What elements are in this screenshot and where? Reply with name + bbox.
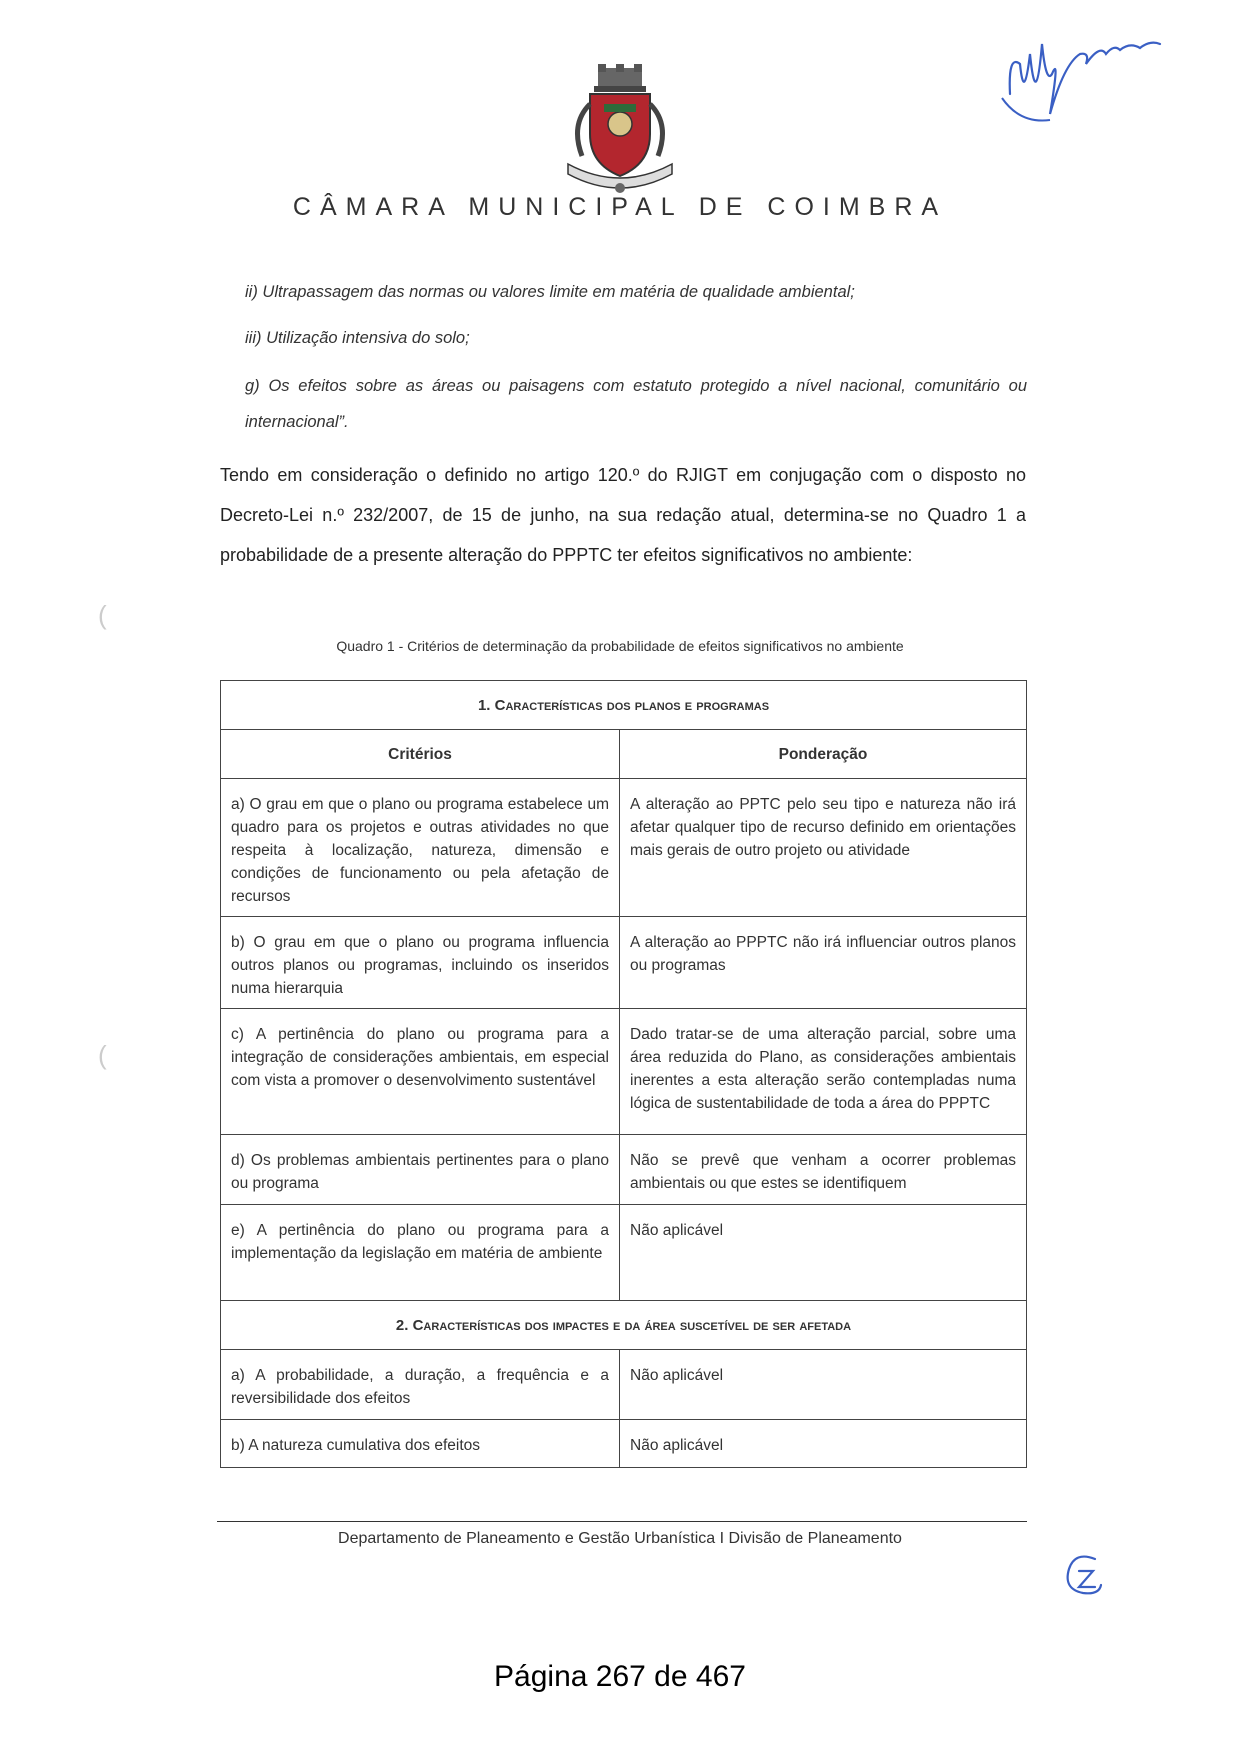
coat-of-arms-icon (560, 64, 680, 200)
footer-department: Departamento de Planeamento e Gestão Urbanística I Divisão de Planeamento (338, 1530, 902, 1547)
criterion-cell: e) A pertinência do plano ou programa para a implementação da legislação em matéria de ambiente (221, 1205, 620, 1301)
weighting-cell: Não aplicável (620, 1350, 1027, 1420)
weighting-cell: A alteração ao PPPTC não irá influenciar outros planos ou programas (620, 917, 1027, 1009)
criterion-cell: d) Os problemas ambientais pertinentes para o plano ou programa (221, 1135, 620, 1205)
table-row (221, 1135, 1027, 1205)
quoted-item-g: g) Os efeitos sobre as áreas ou paisagens com estatuto protegido a nível nacional, comunitário ou internacional”. (245, 377, 1027, 431)
column-header-criteria: Critérios (221, 730, 620, 779)
body-paragraph: Tendo em consideração o definido no artigo 120.º do RJIGT em conjugação com o disposto no Decreto-Lei n.º 232/2007, de 15 de junho, na sua redação atual, determina-se no Quadro 1 a probabilidade de a presente alteração do PPPTC ter efeitos significativos no ambiente: (220, 465, 1026, 565)
margin-bracket-mark: ( (98, 1040, 107, 1070)
column-header-weighting: Ponderação (620, 730, 1027, 779)
criterion-cell: b) O grau em que o plano ou programa influencia outros planos ou programas, incluindo os inseridos numa hierarquia (221, 917, 620, 1009)
margin-bracket-mark: ( (98, 600, 107, 630)
weighting-cell: Dado tratar-se de uma alteração parcial, sobre uma área reduzida do Plano, as considerações ambientais inerentes a esta alteração serão contempladas numa lógica de sustentabilidade de toda a área do PPPTC (620, 1009, 1027, 1135)
table-row (221, 1205, 1027, 1301)
weighting-cell: Não se prevê que venham a ocorrer problemas ambientais ou que estes se identifiquem (620, 1135, 1027, 1205)
section-1-title: 1. Características dos planos e programas (221, 681, 1027, 730)
quoted-item-ii: ii) Ultrapassagem das normas ou valores limite em matéria de qualidade ambiental; (245, 283, 855, 301)
table-row (221, 917, 1027, 1009)
section-2-title: 2. Características dos impactes e da área suscetível de ser afetada (221, 1301, 1027, 1350)
page-number: Página 267 de 467 (494, 1660, 746, 1693)
criterion-cell: b) A natureza cumulativa dos efeitos (221, 1420, 620, 1468)
table-section-header (221, 1301, 1027, 1350)
table-row (221, 1009, 1027, 1135)
table-caption: Quadro 1 - Critérios de determinação da probabilidade de efeitos significativos no ambiente (336, 638, 904, 654)
criteria-table (220, 680, 1027, 1468)
criterion-cell: c) A pertinência do plano ou programa para a integração de considerações ambientais, em especial com vista a promover o desenvolvimento sustentável (221, 1009, 620, 1135)
table-row (221, 1420, 1027, 1468)
handwritten-signature-icon (990, 24, 1170, 134)
quoted-item-iii: iii) Utilização intensiva do solo; (245, 329, 470, 347)
table-column-headers (221, 730, 1027, 779)
table-row (221, 1350, 1027, 1420)
handwritten-initial-icon (1055, 1545, 1115, 1605)
criterion-cell: a) A probabilidade, a duração, a frequência e a reversibilidade dos efeitos (221, 1350, 620, 1420)
criterion-cell: a) O grau em que o plano ou programa estabelece um quadro para os projetos e outras atividades no que respeita à localização, natureza, dimensão e condições de funcionamento ou pela afetação de recursos (221, 779, 620, 917)
weighting-cell: A alteração ao PPTC pelo seu tipo e natureza não irá afetar qualquer tipo de recurso definido em orientações mais gerais de outro projeto ou atividade (620, 779, 1027, 917)
table-row (221, 779, 1027, 917)
weighting-cell: Não aplicável (620, 1205, 1027, 1301)
municipality-name: CÂMARA MUNICIPAL DE COIMBRA (292, 193, 948, 221)
weighting-cell: Não aplicável (620, 1420, 1027, 1468)
table-section-header (221, 681, 1027, 730)
footer-divider (217, 1521, 1027, 1522)
